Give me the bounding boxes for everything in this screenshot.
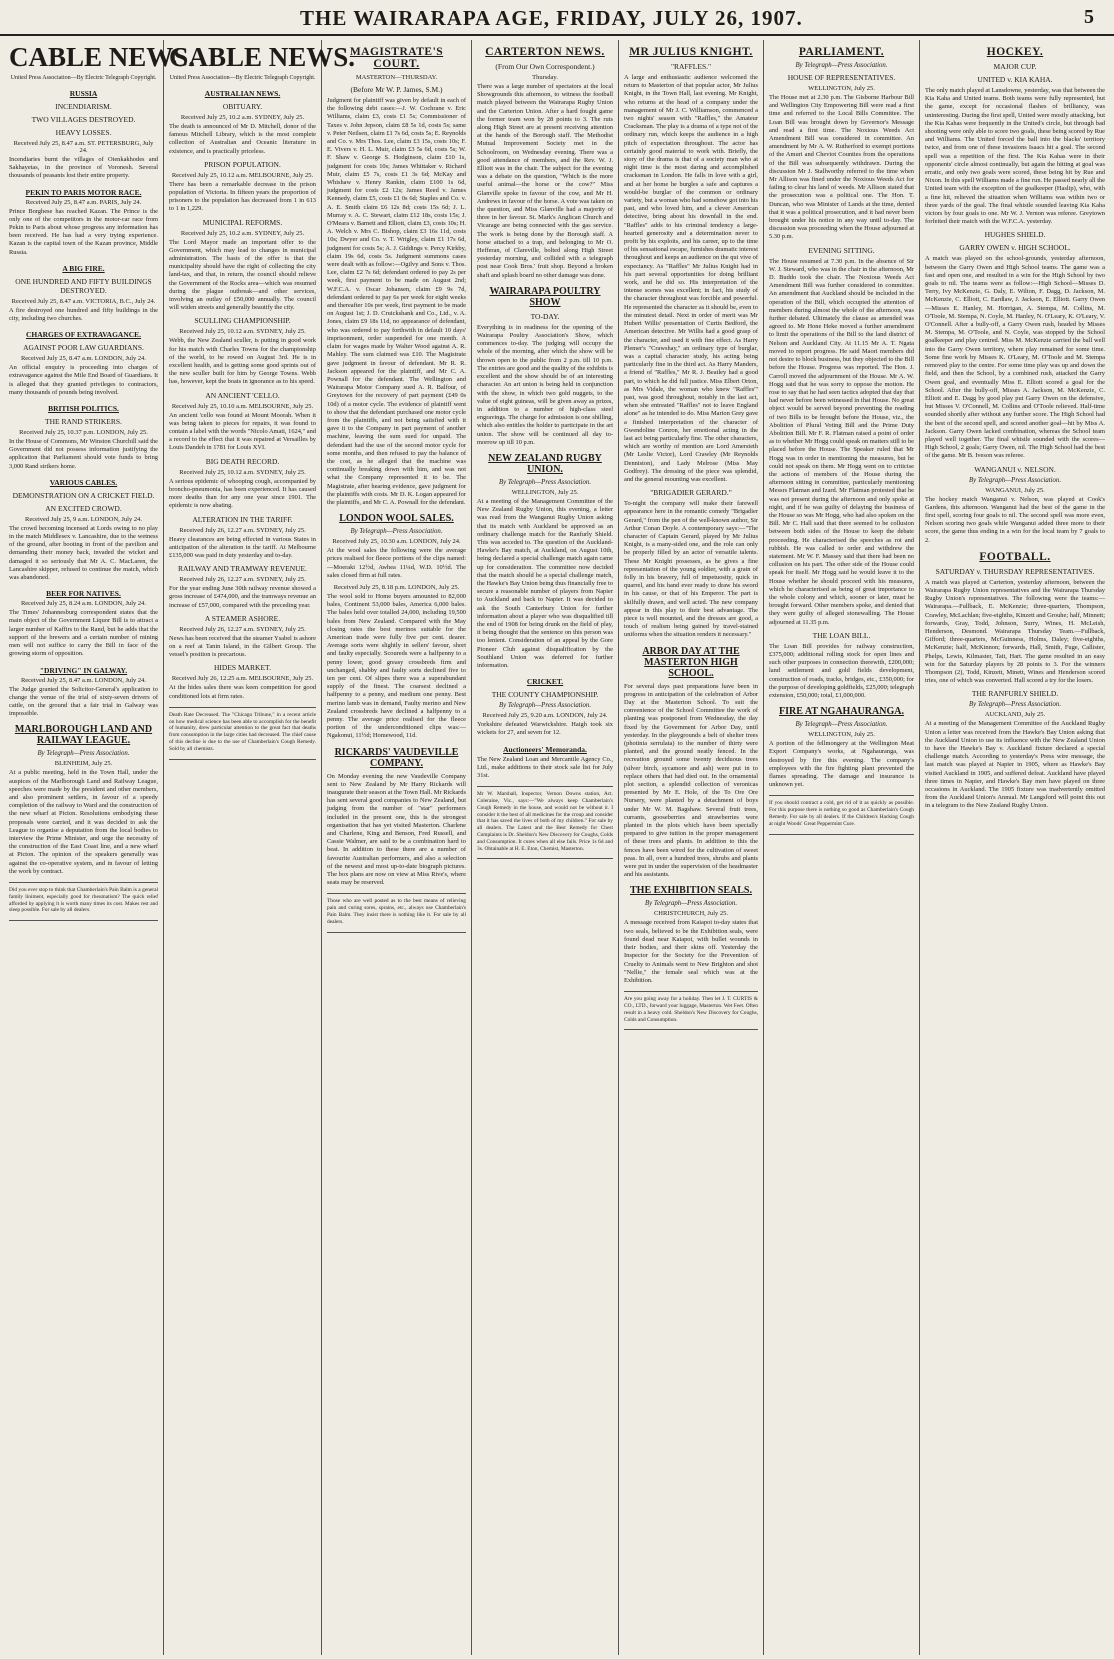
article-rugby-union: [477, 453, 613, 670]
article-dateline: Received July 25, 8.18 p.m. LONDON, July 25.: [333, 583, 460, 591]
article-arbor-day: [624, 646, 758, 880]
advert-text: Did you ever stop to think that Chamberlain's Pain Balm is a general family liniment, especially good for rheumatism? The quick relief afforded by applying it is worth many times its cost. Makes rest and sleep possible. For sale by all dealers.: [9, 886, 158, 914]
columns: [4, 40, 1110, 1655]
article-subheading: HEAVY LOSSES.: [55, 128, 112, 137]
article-poultry: [477, 286, 613, 447]
article-body: At a meeting of the Management Committee of the New Zealand Rugby Union, this evening, a letter was read from the Wanganui Rugby Union asking that its match with Auckland be approved as an ordinary challenge match for the Ranfurly Shield. This was acceded to. The question of the Auckland-Hawke's Bay match, at Auckland, on August 10th, being declared a special challenge match again came up for consideration. The committee now decided that the match should be a special challenge match, the Hawke's Bay Union being thus financially free to secure a reasonable number of players from Napier to Auckland and back to Napier. It was decided to ask the South Canterbury Union for further information about a player who was disqualified till the end of 1908 for being drunk on the field of play, it being thought that the sentence on this person was too lenient. Consideration of an appeal by the Gore Pioneer Club against disqualification by the Southland Union was deferred for further information.: [477, 497, 613, 669]
article-heading: A BIG FIRE.: [62, 263, 105, 273]
article-heading: BIG DEATH RECORD.: [205, 456, 280, 466]
article-dateline: BLENHEIM, July 25.: [54, 760, 113, 768]
article-dateline: WELLINGTON, July 25.: [808, 85, 875, 92]
article-dateline: Received July 25, 10.10 a.m. MELBOURNE, July 25.: [171, 402, 314, 410]
article-heading: CRICKET.: [526, 677, 564, 687]
article-heading: RUSSIA: [69, 89, 98, 98]
article-dateline: Received July 25, 8.47 a.m. LONDON, July 24.: [20, 355, 147, 363]
article-body: The only match played at Lansdowne, yesterday, was that between the Kia Kaha and United teams. Both teams were fully represented, but the game, except for occasional flashes of brilliancy, was uninteresting. During the first spell, United were mostly attacking, but the Kia Kahas were frequently in the United's circle, but through bad shooting were only able to score two goals, these being scored by Rue and Williams. The United forced the ball into the blacks' territory twice, and from one of these invasions Isaacs hit a goal. The second spell was a repetition of the first. The Kia Kahas were in their opponents' circle almost continually, but again the hitting at goal was erratic, and only two goals were scored, these being hit by Rue and Nixon. In this spell Williams made a fine run. He passed nearly all the United team with the exception of the goalkeeper (Haslip), who, with a fine hit, relieved the situation when Williams was within two or three yards of the goal. The final whistle sounded leaving Kia Kaha victors by four goals to one. Mr W. J. Vernon was referee. Greytown forfeited their match with the W.F.C.A. yesterday.: [925, 87, 1105, 226]
article-heading: MR JULIUS KNIGHT.: [629, 46, 753, 58]
article-heading: "BRIGADIER GERARD.": [650, 488, 732, 498]
article-heading: BEER FOR NATIVES.: [46, 589, 121, 599]
article-dateline: Received July 26, 12.27 a.m. SYDNEY, July 25.: [179, 576, 306, 584]
article-heading: FIRE AT NGAHAURANGA.: [779, 706, 904, 718]
article-vaudeville: [327, 747, 466, 888]
article-subheading: TO-DAY.: [530, 311, 560, 321]
article-body: A fire destroyed one hundred and fifty buildings in the city, including two churches.: [9, 306, 158, 323]
article-byline: By Telegraph—Press Association.: [968, 476, 1062, 484]
advertisement: [477, 786, 613, 859]
advert-text: Death Rate Decreased. The "Chicago Tribune," in a recent article on how medical science has been able to accomplish for the benefit of humanity, drew particular attention to the great fact that deaths from consumption in the large cities had decreased. The chief cause of this decline is due to the use of Chamberlain's Cough Remedy. Sold by all chemists.: [169, 711, 316, 752]
article-sculling: [169, 316, 316, 386]
article-body: On Monday evening the new Vaudeville Company sent to New Zealand by Mr Harry Rickards will inaugurate their season at the Town Hall. Mr Rickards has sent several good companies to New Zealand, but judging from the number of "star" performers included in the present one, this is the strongest organisation that has yet visited Masterton. Charlene and Charlene, King and Benson, Fred Russell, and Cassie Walmer, are said to be a combination hard to beat. In addition to these there are a number of favourite Australian performers, and also a selection of the newest and most up-to-date biograph pictures. The box plans are now on view at Miss Rive's, where seats may be reserved.: [327, 772, 466, 887]
article-heading: "DRIVING" IN GALWAY.: [39, 665, 128, 675]
article-heading: PARLIAMENT.: [798, 46, 885, 58]
masthead: [0, 0, 1114, 36]
article-subheading: HOUSE OF REPRESENTATIVES.: [787, 73, 896, 82]
article-municipal: [169, 218, 316, 313]
column-4: [472, 40, 619, 1655]
credit-line: United Press Association—By Electric Telegraph Copyright.: [10, 75, 157, 81]
article-body: The death is announced of Mr D. Mitchell, donor of the famous Mitchell Library, which is the most complete collection of Australian and Oceanic literature in existence, and is practically priceless.: [169, 123, 316, 155]
cable-news-banner: CABLE NEWS.: [9, 42, 196, 72]
article-auctioneers: [477, 745, 613, 781]
article-heading: FOOTBALL.: [979, 550, 1051, 563]
article-railway: [169, 564, 316, 610]
article-body: A portion of the fellmongery at the Wellington Meat Export Company's works, at Ngahauranga, was destroyed by fire this evening. The company's employees with the fire fighting plant prevented the flames spreading. The damage and insurance is unknown yet.: [769, 740, 914, 789]
article-body: The Lord Mayor made an important offer to the Government, which may lead to changes in municipal administration. The basis of the offer is that the municipality should have the right of collecting the city land-tax, and that, in return, the council should relieve the Government of the Rocks area—which was resumed during the plague outbreak—and other services, involving an outlay of £50,000 annually. The council will widen streets and generally beautify the city.: [169, 238, 316, 312]
article-dateline: WANGANUI, July 25.: [985, 486, 1045, 494]
article-fire: [769, 706, 914, 789]
article-body: The New Zealand Loan and Mercantile Agency Co., Ltd., make additions to their stock sale list for July 31st.: [477, 755, 613, 779]
advert-text: Mr W. Marshall, Inspector, Vernon Downs station, Act. Coleraine, Vic., says:—"We always keep Chamberlain's Cough Remedy in the house, and would not be without it. I consider it the best of all medicines for the croup and consider that it has saved the lives of both of my children." For sale by all dealers. The Latest and the Best Remedy for Chest Complaints is Dr. Sheldon's New Discovery for Coughs, Colds and Consumption. It cures when all else fails. Price 1s 6d and 3s. Obtainable at H. E. Eton, Chemist, Masterton.: [477, 791, 613, 852]
article-cricket: [477, 677, 613, 737]
advertisement: [9, 882, 158, 921]
article-dateline: Received July 25, 8.47 a.m. PARIS, July 24.: [25, 198, 142, 206]
article-subheading: THE COUNTY CHAMPIONSHIP.: [491, 690, 599, 700]
article-byline: By Telegraph—Press Association.: [795, 62, 888, 69]
article-byline: By Telegraph—Press Association.: [498, 478, 592, 486]
article-hockey: [925, 46, 1105, 226]
article-body: A message received from Kaiapoi to-day states that two seals, believed to be the Exhibition seals, were found dead near Kaiapoi, with bullet wounds in their bodies, and their skins off. Yesterday the Inspector for the Society for the Prevention of Cruelty to Animals went to New Brighton and shot "Nellie," the female seal which was at the Exhibition.: [624, 919, 758, 984]
article-dateline: WELLINGTON, July 25.: [511, 488, 579, 496]
article-body: A match was played on the school-grounds, yesterday afternoon, between the Garry Owen and High School teams. The game was a fast and open one, and resulted in a win for the High School by two goals to nil. The teams were as follow:—High School—Misses D. Terry, Ivy McKenzie, G. Daly, E. Wilton, F. Dagg, D. Jackson, M. McKenzie, C. Elliott, C. Eardlaw, J. Jackson, E. Elliott. Garry Owen—Misses E. Hanley, M. Horrigan, A. Stempa, M. Collins, M. O'Toole, M. Stempa, N. Coyle, M. Hanley, N. O'Leary, K. O'Leary, V. O'Connell. After a bully-off, a Garry Owen rush, headed by Misses M. Stempa, M. O'Toole, and N. Coyle, was stopped by the School goalkeeper and play centred. Miss M. McKenzie carried the ball well into the Garry Owen territory, where play remained for some time. Some fine work by Misses K. O'Leary, M. O'Toole and M. Stempa removed play to the centre. For some time play was up and down the field, and then the School, by a combined rush, attacked the Garry Owen goal, and eventually Miss E. Elliott scored a goal for the School. After the bully-off, Misses A. Jackson, M. McKenzie, C. Elliott and E. Dagg by good play put Garry Owen on the defensive, but Misses V. O'Connell, M. Collins and O'Toole relieved. Half-time sounded shortly after without any further score. The High School had the best of the second spell, and scored another goal—hit by Miss A. Jackson. Garry Owen lacked combination, whereas the School team played well together. The final whistle sounded with the scores—High School, 2 goals; Garry Owen, nil. The High School had the best of the game. Mr B. Iveson was referee.: [925, 255, 1105, 460]
article-body: A match was played at Carterton, yesterday afternoon, between the Wairarapa Rugby Union representatives and the Wairarapa Thursday Rugby Union's representatives. The following were the teams:—Wairarapa.—Fullback, E. McKenzie; three-quarters, Thompson, Crawley, McLachlan; five-eighths, Kinzett and Grouhe; half, Minnett; forwards, Gray, Todd, Johnson, Surry, Wines, H. McLeish, Henderson, Desmond. Wairarapa Thursday Team.—Fullback, Gifford; three-quarters, McGuinness, Holms, Daley; five-eighths, McKenzie; half, McKinnon; forwards, Hall, Smith, Fuge, Callister, Phelps, Lewis, Kilmaster, Tait, Hart. The game resulted in an easy win for the Saturday players by 28 points to 3. For the winners Thompson (2), Todd, Kinzett, Minett, Wines and Henderson scored tries, one of which was converted. Hall scored a try for the losers.: [925, 578, 1105, 685]
article-dateline: Received July 25, 9.20 a.m. LONDON, July 24.: [482, 712, 608, 720]
article-subheading: AGAINST POOR LAW GUARDIANS.: [23, 343, 144, 353]
article-heading: ALTERATION IN THE TARIFF.: [192, 514, 293, 524]
article-hughes-shield: [925, 230, 1105, 460]
article-loan-bill: [769, 631, 914, 700]
column-3: [322, 40, 472, 1655]
article-death-record: [169, 457, 316, 511]
article-magistrates-court: [327, 46, 466, 507]
article-body: For several days past preparations have been in progress in anticipation of the celebration of Arbor Day at the Masterton School. To suit the convenience of the School Committee the work of planting was postponed from Wednesday, the day fixed by the Government for Arbor Day, until yesterday. In the playgrounds a belt of shelter trees (photinia serrulata) to the number of thirty were planted, and the ground neatly fenced. In the recreation ground some twenty deciduous trees (silver birch, sycamore and ash) were put in to replace others that had died out. In the ornamental plot section, a splendid collection of veronicas presented by Mr E. Hole, of the To Ore Ore Nursery, were planted by a detachment of boys under Mr W. M. Bagshaw. Several fruit trees, currants, gooseberries and strawberries were planted in the plots which have been specially prepared to give tuition in the proper management of these trees and plants. In addition to this the fences have been wired for the cultivation of sweet peas. In all, over a hundred trees, shrubs and plants were put in under the supervision of the headmaster and his assistants.: [624, 682, 758, 879]
article-body: The Judge granted the Solicitor-General's application to change the venue of the trial of sixty-seven drivers of cattle, on the ground that a fair trial in Galway was impossible.: [9, 685, 158, 718]
article-heading: EVENING SITTING.: [808, 245, 875, 255]
article-dateline: Received July 25, 10.12 a.m. SYDNEY, July 25.: [179, 468, 306, 476]
article-byline: By Telegraph—Press Association.: [498, 702, 592, 710]
article-british-politics: [9, 404, 158, 471]
article-heading: MUNICIPAL REFORMS.: [202, 217, 283, 227]
article-heading: ARBOR DAY AT THE MASTERTON HIGH SCHOOL.: [642, 645, 740, 679]
article-body: The Loan Bill provides for railway construction, £375,000; additional rolling stock for open lines and such other purposes in connection therewith, £200,000; land settlement and gold fields development, construction of roads, tracks, bridges, etc., £350,000; for the purpose of developing goldfields, £25,000; telegraph extension, £50,000; total, £1,000,000.: [769, 642, 914, 700]
article-subheading: MAJOR CUP.: [993, 62, 1037, 71]
article-body: An ancient 'cello was found at Mount Moorah. When it was being taken to pieces for repairs, it was found to contain a label with the words "Nicolo Amati, 1624," and a record to the effect that it was repaired at Versailles by Louis Dandeh in 1781 for Louis XVI.: [169, 411, 316, 452]
article-dateline: Received July 26, 12.27 a.m. SYDNEY, July 25.: [179, 625, 306, 633]
article-prison: [169, 160, 316, 214]
article-dateline: Received July 26, 12.25 a.m. MELBOURNE, July 25.: [171, 675, 314, 683]
article-subheading: INCENDIARISM.: [55, 102, 112, 111]
article-body: Everything is in readiness for the opening of the Wairarapa Poultry Association's Show, which commences to-day. The judging will occupy the whole of the morning, after which the show will be thrown open to the public from 2 p.m. till 10 p.m. The entries are good and the quality of the exhibits is excellent and the show should be of an interesting character. An art union is being held in conjunction with the show, in which two gold nuggets, to the value of eight guineas, will be given away as prizes, in addition to a number of high-class steel engravings. The charge for admission is one shilling, which also entitles the holder to participate in the art union. The show will be continued all day to-morrow up till 10 p.m.: [477, 323, 613, 446]
article-dateline: AUCKLAND, July 25.: [984, 711, 1046, 719]
article-heading: A STEAMER ASHORE.: [204, 613, 281, 623]
advertisement: [169, 707, 316, 760]
article-body: In the House of Commons, Mr Winston Churchill said the Government did not possess information justifying the application that Parliament should vote funds to bring 3,000 Rand strikers home.: [9, 438, 158, 470]
article-dateline: Received July 25, 10.37 p.m. LONDON, July 25.: [19, 429, 148, 437]
article-various-cables: [9, 478, 158, 582]
advertisement: [327, 893, 466, 932]
advertisement: [624, 991, 758, 1030]
article-body: Yorkshire defeated Warwickshire. Haigh took six wickets for 27, and seven for 12.: [477, 721, 613, 737]
article-body: The hockey match Wanganui v. Nelson, was played at Cook's Gardens, this afternoon. Wanganui had the best of the game in the first spell, scoring four goals to nil. The second spell was more even, Nelson scoring two goals while Wanganui added three more to their score, the game thus ending in a win for the local team by 7 goals to 2.: [925, 495, 1105, 544]
advert-text: If you should contract a cold, get rid of it as quickly as possible. For this purpose there is nothing so good as Chamberlain's Cough Remedy. For sale by all dealers. If the Children's Hacking Cough at night Woods' Great Peppermint Cure.: [769, 800, 914, 827]
article-heading: RAILWAY AND TRAMWAY REVENUE.: [177, 564, 308, 574]
article-dateline: Received July 25, 8.47 a.m. ST. PETERSBURG, July 24.: [13, 140, 154, 154]
article-obituary: [169, 102, 316, 156]
advert-text: Are you going away for a holiday. Then let J. T. CURTIS & CO., LTD., forward your luggage, Masterton. Wet Feet. Often result in a heavy cold. Sheldon's New Discovery for Coughs, Colds and Consumption.: [624, 996, 758, 1023]
article-football: [925, 551, 1105, 686]
article-subheading: GARRY OWEN v. HIGH SCHOOL.: [959, 243, 1071, 253]
masthead-title: THE WAIRARAPA AGE, FRIDAY, JULY 26, 1907.: [300, 6, 803, 30]
page-number: 5: [1084, 6, 1094, 28]
article-dateline: CHRISTCHURCH, July 25.: [653, 910, 729, 918]
article-byline: By Telegraph—Press Association.: [37, 750, 130, 758]
article-julius-knight: [624, 46, 758, 484]
article-wool-sales: [327, 513, 466, 740]
article-heading: WANGANUI v. NELSON.: [974, 464, 1056, 474]
article-body: To-night the company will make their farewell appearance here in the romantic comedy "Brigadier Gerard," from the pen of the well-known author, Sir Arthur Conan Doyle. A contemporary says:—"The character of Captain Gerard, played by Mr Julius Knight, is a many-sided one, and the role can only be properly filled by an actor of versatile talents. These Mr Knight possesses, as he gives a fine representation of the young soldier, with a grain of folly in his bravery, full of impetuosity, quick in quarrel, and his hand ever ready to draw his sword in his cause, or that of his Emperor. The part is skilfully drawn, and well acted. The new company appear in this play to their best advantage. The piece is well mounted, and the dresses are good, a touch of realism being gained by travel-stained uniforms when the situation renders it necessary.": [624, 500, 758, 639]
article-body: Judgment for plaintiff was given by default in each of the following debt cases:—J. W. Cochrane v. Eric Williams, claim £3, costs £1 5s; Commissioner of Taxes v. John Jepson, claim £8 5s 1d, costs 5s; same v. Peter Neilsen, claim £1 7s 6d, costs 5s; E. Reynolds and Co. v. Mrs Thos. Lee, claim £3 15s, costs 10s; F. E. Vivers v. H. L. Muir, claim £3 5s 6d, costs 5s; W. F. Shaw v. George S. Hodginson, claim £10 1s, judgment for costs 10s; James Whittaker v. Richard Muir, claim £5 7s, costs £1 3s 6d; McKay and Whishaw v. Henry Rankin, claim £100 1s 6d, judgment for costs £2 12s; James Reed v. James Kennedy, claim £5, costs £1 0s 6d; Staples and Co. v. A. E. Smith claim £6 12s 8d; costs 15s 6d; J. L. Murray v. A. C. Stewart, claim £12 18s, costs 15s; J. O'Meara v. Barnett and Elliott, claim £3, costs 10s; H. A. Welch v. Mrs C. Bishop, claim £3 16s 11d, costs 10s; Dwyer and Co. v. T. Wrigley, claim £1 17s 6d, judgment for costs 5s; A. J. Giddings v. Percy Kirkby, claim 19s 6d, costs 5s. Judgment summons cases were dealt with as follow:—Ogilvy and Sons v. Thos. Lee, claim £2 7s 6d; defendant ordered to pay 2s per week, first payment to be made on August 2nd; W.F.C.A. v. Oscar Johansen, claim £9 9s 7d, defendant ordered to pay 6s per week for eight weeks and thereafter 10s per week, first payment to be made on August 1st; J. D. Cruickshank and Co., Ltd., v. A. Jones, claim £9 18s 11d, no appearance of defendant, who was ordered to pay forthwith in default 10 days' imprisonment, order suspended for one month. A claim for wages made by Walter Wood against A. R. Mahley. The sum claimed was £10. The Magistrate gave judgment in favour of defendant. Mr R. R. Jackson appeared for the plaintiff, and Mr C. A. Pownall for the defendant. The Wellington and Wairarapa Motor Company sued A. R. Balfour, of Greytown for the recovery of part payment (£49 0s 10d) of a motor cycle. The evidence of plaintiff went to show that the defendant purchased one motor cycle from the plaintiffs, and not being satisfied with it gave it to the Company in part payment of another machine, leaving the sum sued for unpaid. The defendant had the use of the second motor cycle for some months, and then refused to pay the balance of the cost, as he alleged that the machine was continually breaking down with him, and was not what the Company represented it to be. The Magistrate, after hearing evidence, gave judgment for the plaintiffs with costs. Mr D. K. Logan appeared for the plaintiffs, and Mr C. A. Pownall for the defendant.: [327, 97, 466, 506]
article-heading: RICKARDS' VAUDEVILLE COMPANY.: [334, 746, 459, 769]
article-galway: [9, 666, 158, 719]
article-wanganui-nelson: [925, 465, 1105, 545]
article-heading: MARLBOROUGH LAND AND RAILWAY LEAGUE.: [14, 724, 153, 747]
article-body: Prince Borghese has reached Kazan. The Prince is the only one of the competitors in the motor-car race from Pekin to Paris about whose progress any information has been received. He has had a very trying experience. Kazan is the capital town of the Kazan province, Middle Russia.: [9, 207, 158, 256]
advertisement: [769, 795, 914, 834]
article-body: At the wool sales the following were the average prices realised for fleece portions of the clips named:—Moeraki 12½d, Awhea 11¼d, W.D. 10½d. The sales closed firm at full rates.: [327, 547, 466, 579]
article-extravagance: [9, 330, 158, 397]
article-heading: MAGISTRATE'S COURT.: [349, 46, 444, 70]
article-big-fire: [9, 264, 158, 323]
article-body: At a public meeting, held in the Town Hall, under the auspices of the Marlborough Land and Railway League, speeches were made by the president and other members, and also prominent settlers, in favour of a speedy completion of the railway to Ward and the construction of the new wharf at Picton. Resolutions embodying these proposals were carried, and it was decided to ask the League to organise a deputation from the local bodies to interview the Prime Minister, and urge the necessity of the construction of the East Coast line, and a new wharf at Picton. The opinion of the speakers generally was against the co-operative system, and in favour of letting the work by contract.: [9, 769, 158, 875]
article-steamer: [169, 614, 316, 660]
article-body: An official enquiry is proceeding into charges of extravagance against the Mile End Board of Guardians. It is alleged that they granted privileges to contractors, many thousands of pounds being involved.: [9, 364, 158, 396]
article-heading: AN ANCIENT 'CELLO.: [205, 390, 280, 400]
article-body: The crowd becoming incensed at Lords owing to no play in the match Middlesex v. Lancashire, due to the wetness of the ground, after booting in front of the pavilion and demanding their money back, invaded the wicket and damaged it so seriously that Mr A. C. MacLaren, the Lancashire skipper, refused to continue the match, which was abandoned.: [9, 524, 158, 582]
article-subheading: AN EXCITED CROWD.: [45, 503, 122, 513]
article-body: For the year ending June 30th railway revenue showed a gross increase of £474,000, and the tramways revenue an increase of £57,000, compared with the preceding year.: [169, 585, 316, 609]
article-body: Heavy clearances are being effected in various States in anticipation of the alteration in the tariff. At Melbourne £135,000 was paid in duty yesterday and to-day.: [169, 535, 316, 559]
article-marlborough: [9, 724, 158, 876]
article-byline: By Telegraph—Press Association.: [350, 528, 443, 536]
article-dateline: Received July 25, 10.12 a.m. MELBOURNE, July 25.: [171, 171, 314, 179]
article-heading: Auctioneers' Memoranda.: [503, 744, 587, 754]
article-subheading: (Before Mr W. P. James, S.M.): [350, 85, 443, 94]
article-body: Incendiaries burnt the villages of Oienkakhodes and Sakhayetas, in the province of Voronesh. Several thousands of peasants lost their entire property.: [9, 156, 158, 180]
advert-text: Those who are well posted as to the best means of relieving pain and curing sores, sprains, etc., always use Chamberlain's Pain Balm. They insist there is nothing like it. For sale by all dealers.: [327, 898, 466, 925]
cable-news-banner: CABLE NEWS.: [169, 42, 356, 72]
article-dateline: Received July 25, 10.30 a.m. LONDON, July 24.: [332, 538, 461, 546]
article-body: At the hides sales there was keen competition for good conditioned lots at firm rates.: [169, 684, 316, 700]
article-heading: THE RANFURLY SHIELD.: [971, 689, 1059, 699]
article-subheading: UNITED v. KIA KAHA.: [977, 75, 1053, 84]
article-dateline: Received July 25, 8.24 a.m. LONDON, July 24.: [20, 600, 147, 608]
article-cello: [169, 391, 316, 453]
article-beer: [9, 589, 158, 658]
article-motor-race: [9, 188, 158, 257]
article-subheading: SATURDAY v. THURSDAY REPRESENTATIVES.: [935, 566, 1095, 576]
article-exhibition-seals: [624, 885, 758, 985]
article-dateline: Received July 25, 10.12 a.m. SYDNEY, July 25.: [179, 328, 306, 336]
article-heading: NEW ZEALAND RUGBY UNION.: [488, 452, 602, 475]
column-5: [619, 40, 764, 1655]
article-heading: THE LOAN BILL.: [812, 630, 871, 640]
article-body: The wool sold to Home buyers amounted to 82,000 bales, Continent 53,000 bales, America 6,000 bales. The bales held over totalled 24,000, including 19,500 bales from New Zealand. Compared with the May closing rates the best merinos suitable for the American trade were fully five per cent. dearer. Average sorts were slightly in sellers' favour, short and faulty especially. Scoureds were a halfpenny to a penny lower, good greasy crossbreds firm and unchanged, shabby and faulty sorts declined five to ten per cent. Of slipes there was a superabundant supply of the finest. The coarsest declined a halfpenny to a penny, and medium one penny. Best merino lamb was in demand, Faulty merino and New Zealand crossbreds have declined a halfpenny to a penny. The average price realised for the fleece portion of the underconditioned clips was:—Ngakonui, 11½d; Homewood, 11d.: [327, 592, 466, 740]
article-russia: [9, 89, 158, 181]
article-dateline: Received July 25, 8.47 a.m. VICTORIA, B.C., July 24.: [11, 297, 156, 305]
article-heading: THE EXHIBITION SEALS.: [630, 885, 752, 897]
article-dateline: Received July 26, 12.27 a.m. SYDNEY, July 25.: [179, 526, 306, 534]
article-dateline: WELLINGTON, July 25.: [808, 731, 875, 739]
article-body: At a meeting of the Management Committee of the Auckland Rugby Union a letter was received from the Hawke's Bay Union asking that the Auckland Union to use its influence with the New Zealand Union to have the Hawke's Bay v. Auckland fixture declared a special challenge match. According to yesterday's Press wire message, the last match was played at Napier in 1905, where as Hawke's Bay visited Auckland in 1905, and suffered defeat. Auckland have played three times in Napier, and Hawke's Bay men have played on three occasions in Auckland. The 1905 fixture was inadvertently omitted from the Auckland Union's Annual. Mr Langsford will point this out in a telegram to the New Zealand Rugby Union.: [925, 720, 1105, 810]
article-subheading: (From Our Own Correspondent.): [495, 62, 595, 71]
article-body: The Times' Johannesburg correspondent states that the main object of the Government Liquor Bill is to attract a larger number of Kaffirs to the Rand, but he adds that the support of the brewers and a certain number of mining men will not suffice to carry the Bill in face of the growing storm of opposition.: [9, 609, 158, 658]
article-subheading: THE RAND STRIKERS.: [45, 417, 122, 427]
article-heading: CHARGES OF EXTRAVAGANCE.: [25, 330, 142, 340]
article-body: There was a large number of spectators at the local Showgrounds this afternoon, to witness the football match played between the Wairarapa Rugby Union and the Carterton Union. After a hard fought game the former team won by 28 points to 3. The ruts along High Street are at present receiving attention at the hands of the Borough staff. The Methodist Mutual Improvement Society met in the Schoolroom, on Wednesday evening. There was a good attendance of members, and the Rev. W. J. Elliott was in the chair. The subject for the evening was a debate on the question, "Which is the more useful animal—the horse or the cow?" Miss Glanville spoke in favour of the cow, and Mr H. Andrews in favour of the horse. A vote was taken on the question, and Miss Glanville had a majority of three in her favour. St. Mark's Anglican Church and Vicarage are being connected with the gas service. The work is being done by the Borough staff. A horse attached to a trap, and belonging to Mr O. Hefferan, of Clareville, bolted along High Street yesterday morning, and collided with a telegraph post near Cook Bros.' fruit shop. Beyond a broken shaft and splash board no other damage was done.: [477, 83, 613, 279]
article-heading: CARTERTON NEWS.: [485, 46, 605, 58]
article-subheading: DEMONSTRATION ON A CRICKET FIELD.: [12, 490, 155, 500]
column-6: [764, 40, 920, 1655]
credit-line: United Press Association—By Electric Telegraph Copyright.: [169, 75, 316, 81]
article-hides: [169, 663, 316, 700]
column-1: [4, 40, 196, 1655]
article-heading: PRISON POPULATION.: [204, 159, 281, 169]
article-dateline: Thursday.: [532, 74, 558, 81]
article-carterton: [477, 46, 613, 280]
article-ranfurly-shield: [925, 689, 1105, 810]
section-heading: AUSTRALIAN NEWS.: [204, 89, 281, 98]
column-7: [920, 40, 1110, 1655]
article-heading: LONDON WOOL SALES.: [339, 513, 454, 525]
article-byline: By Telegraph—Press Association.: [795, 721, 888, 729]
article-body: A serious epidemic of whooping cough, accompanied by broncho-pneumonia, has been experienced. It has caused more deaths than for any one year since 1901. The epidemic is now abating.: [169, 477, 316, 510]
article-tariff: [169, 515, 316, 561]
article-byline: By Telegraph—Press Association.: [968, 701, 1062, 709]
article-heading: WAIRARAPA POULTRY SHOW: [489, 285, 601, 308]
article-dateline: Received July 25, 8.47 a.m. LONDON, July 24.: [20, 676, 147, 684]
column-2: [164, 40, 356, 1655]
article-heading: OBITUARY.: [222, 102, 263, 111]
article-dateline: Received July 25, 10.2 a.m. SYDNEY, July 25.: [180, 114, 305, 121]
article-heading: BRITISH POLITICS.: [48, 404, 119, 414]
article-subheading: "RAFFLES.": [670, 62, 712, 71]
article-parliament: [769, 46, 914, 242]
article-dateline: MASTERTON—THURSDAY.: [355, 74, 438, 81]
article-heading: HOCKEY.: [986, 46, 1044, 58]
article-subheading: ONE HUNDRED AND FIFTY BUILDINGS DESTROYED.: [15, 276, 152, 295]
article-evening-sitting: [769, 246, 914, 627]
article-dateline: Received July 25, 10.2 a.m. SYDNEY, July 25.: [180, 229, 305, 237]
article-dateline: Received July 25, 9 a.m. LONDON, July 24.: [25, 515, 142, 523]
article-brigadier-gerard: [624, 488, 758, 639]
article-body: Webb, the New Zealand sculler, is putting in good work for his match with Charles Towns for the championship of the world, to be rowed on August 3rd. He is in excellent health, and is getting some good sprints out of the new sculler built for him by George Towns. Webb has, however, kept the boats in ignorance as to his speed.: [169, 337, 316, 386]
article-body: There has been a remarkable decrease in the prison population of Victoria. In fifteen years the proportion of prisoners to the population has decreased from 1 in 613 to 1 in 1,229.: [169, 180, 316, 213]
article-body: A large and enthusiastic audience welcomed the return to Masterton of that popular actor, Mr Julius Knight, in the Town Hall, last evening. Mr Knight, who returns at the head of a company under the management of Mr J. C. Williamson, commenced a two nights' season with "Raffles," the Amateur Cracksman. The play is a drama of a type not of the ordinary run, which keeps the audience in a high pitch of expectation throughout. The actor has certainly good material to work with. Briefly, the story of the drama is that of a society man who at night time is the most daring and accomplished cracksman in London. He falls in love with a girl, and at her home he burgles a safe and captures a would-be burglar of the common or ordinary variety, but a woman who had somehow got into his past, and who loved him, and a clever American detective, bring about his downfall in the end. "Raffles" adds to his criminal tendency a large-hearted generosity and a determination never to profit by his exploits, and his career, up to the time of his sensational escape, furnishes dramatic interest throughout and keeps an audience on the qui vive of expectancy. As "Raffles" Mr Julius Knight had in his part several opportunities for doing brilliant work, and he did so. His interpretation of the intense scenes was excellent; in fact, his study of the character throughout was forcible and powerful. He represented the character as it should be, even to the minutest detail. Next in order of merit was Mr Hubert Willis' presentation of Curtis Bedford, the American detective. Mr Willis had a good grasp of the character, and used it with fine effect. As Harry Plemer's "Crawshay," an ordinary type of burglar, was a capital character study, his acting being particularly fine in the third act. As Harry Manders, a friend of "Raffles," Mr R. J. Beatley had a good part, to which he did full justice. Miss Elbert Orton, as Mrs Vidale, the woman who knew "Raffles'" past, was good throughout, notably in the last act, when she entreated "Raffles" not to leave England alone" as he intended to do. Miss Marion Grey gave a finished interpretation of the character of Gwendoline Conron, her emotional acting in the last act being particularly fine. The other characters, which are worthy of mention are Lord Amersteth (Mr Leslie Victor), Lord Crawley (Mr Reynolds Denniston), and Lady Melrose (Miss May Godfrey). The dressing of the piece was splendid, and the general mounting was excellent.: [624, 74, 758, 483]
article-byline: By Telegraph—Press Association.: [644, 900, 738, 908]
article-heading: HIDES MARKET.: [214, 663, 271, 673]
article-heading: PEKIN TO PARIS MOTOR RACE.: [25, 187, 142, 197]
article-body: The House resumed at 7.30 p.m. In the absence of Sir W. J. Steward, who was in the chair in the afternoon, Mr D. Buddo took the chair. The Noxious Weeds Act Amendment Bill was further considered in committee. An amendment that Auckland should be included in the operation of the Bill, which occupied the attention of members during almost the whole of the afternoon, was further debated. Ultimately the clause as amended was agreed to. Mr Hone Heke moved a further amendment to limit the operations of the Bill to the land district of Nelson and Auckland City. At 11.15 Mr A. T. Ngata moved to report progress. He said Maori members did not desire to block business, but they objected to the Bill before the House. Progress was reported. The Hon. J. Carroll moved the adjournment of the House. Mr A. W. Hogg said that he was sorry to oppose the motion. He rose to say that he had seen tactics adopted that day that had never before been witnessed in that House. No great object would be served beyond preventing the reading of two Bills to be brought before the House, viz., the Abolition of Plural Voting Bill and the Prime Duty Abolition Bill. Mr F. R. Flatman raised a point of order as to whether Mr Hogg could speak on matters still to be placed before the House. The Speaker ruled that Mr Hogg was in order in mentioning the measures, but he could not speak on them. Mr Hogg went on to criticise the actions of members of the House during the afternoon sitting in committee, particularly mentioning Messrs Flatman and Izard. Mr Flatman protested that he was not present during the afternoon and only spoke at night, and if he was guilty of delaying the business of the House so was Mr Hogg, who had also spoken on the Bill. Mr C. Hall said that there seemed to be collusion between both sides of the House to keep the debate proceeding. He characterised the speeches as rot and rubbish. He was called to order and withdrew the statement. Mr W. F. Massey said that there had been no collusion on his part. The other side of the House could speak for itself. Mr Hogg said he would leave it to the House whether he should proceed with his measures, which he characterised as being of great importance to the whole colony and which, sooner or later, must be brought forward. Other members spoke, and denied that they were guilty of alleged stonewalling. The House adjourned at 11.35 p.m.: [769, 257, 915, 626]
article-subheading: TWO VILLAGES DESTROYED.: [31, 115, 136, 124]
article-body: The House met at 2.30 p.m. The Gisborne Harbour Bill and Wellington City Empowering Bill were read a first time and referred to the Local Bills Committee. The Loan Bill was brought down by Governor's Message and read a first time. The Noxious Weeds Act Amendment Bill was considered in committee. An amendment by Mr A. W. Rutherford to exempt portions of the Amuri and Cheviot Counties from the operations of the Bill was subsequently withdrawn. During the discussion Mr J. Stallworthy referred to the time when Mr Allison was fined under the Noxious Weeds Act for failing to clear his land of weeds. Mr Allison stated that the prosecution was a political one. The Hon. T. Duncan, who was Minister of Lands at the time, denied that it was a political prosecution, and it had never been brought under his notice in any way until to-day. The discussion was proceeding when the House adjourned at 5.30 p.m.: [769, 94, 914, 241]
article-heading: VARIOUS CABLES.: [49, 477, 118, 487]
article-heading: HUGHES SHIELD.: [984, 230, 1046, 240]
article-body: News has been received that the steamer Ysabel is ashore on a reef at Tanin Island, in the Gilbert Group. The vessel's position is precarious.: [169, 634, 316, 659]
article-heading: SCULLING CHAMPIONSHIP.: [194, 316, 291, 326]
